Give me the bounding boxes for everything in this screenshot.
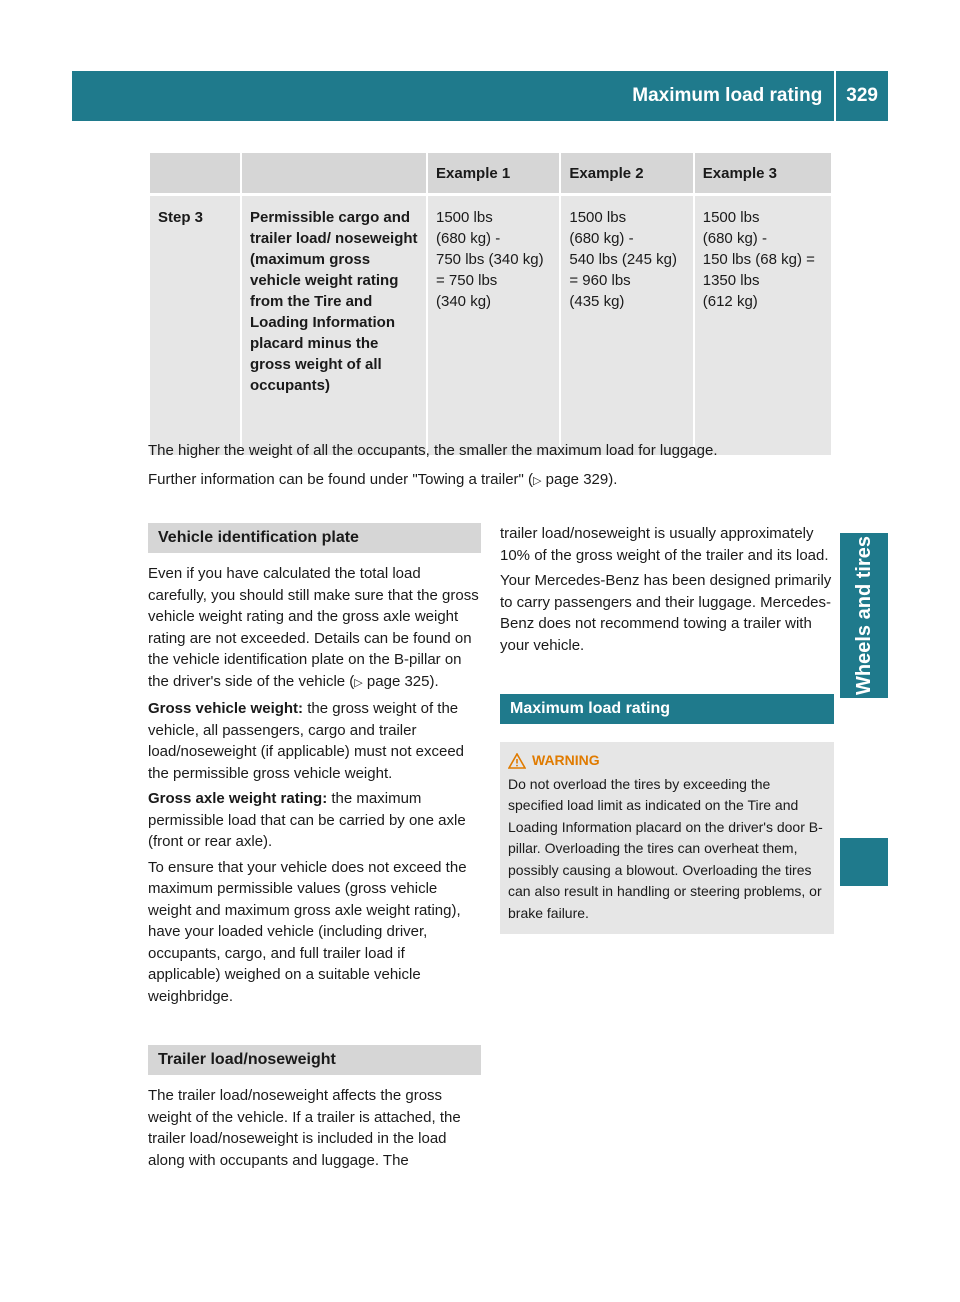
table-row (150, 196, 831, 455)
page-number: 329 (846, 85, 878, 106)
description-cell: Permissible cargo and trailer load/ noseweight (maximum gross vehicle weight rating from the Tire and Loading Information placard minus the gross weight of all occupants) (242, 196, 426, 455)
paragraph: To ensure that your vehicle does not exceed the maximum permissible values (gross vehicle weight and maximum gross axle weight rating), have your loaded vehicle (including driver, occupants, cargo, and full trailer load if applicable) weighed on a suitable vehicle weighbridge. (148, 858, 467, 1005)
value-line: (680 kg) - (702, 230, 767, 247)
warning-triangle-icon (508, 753, 526, 769)
value-line: (680 kg) - (436, 230, 501, 247)
value-line: 1500 lbs (702, 209, 760, 226)
value-line: 1500 lbs (569, 209, 627, 226)
value-line: (435 kg) (569, 293, 625, 310)
text: Further information can be found under "Towing a trailer" ( (148, 471, 534, 488)
table-header-row (150, 153, 831, 196)
table-header-cell (242, 153, 426, 196)
value-line: 1350 lbs (702, 272, 760, 289)
value-line: = 750 lbs (436, 272, 498, 289)
page-ref-link[interactable]: page 325). (362, 672, 439, 690)
example-1-cell (428, 196, 559, 455)
paragraph: Your Mercedes-Benz has been designed primarily to carry passengers and their luggage. Mercedes-Benz does not recommend towing a trailer with your vehicle. (500, 572, 832, 654)
step-cell: Step 3 (150, 196, 240, 455)
page-header (72, 71, 888, 121)
text: Even if you have calculated the total load carefully, you should still make sure that the gross vehicle weight rating and the gross axle weight rating are not exceeded. Details can be found on the vehicle identification plate on the B-pillar on the driver's side of the vehicle ( (148, 565, 479, 690)
warning-label: WARNING (532, 752, 600, 768)
warning-text: Do not overload the tires by exceeding the specified load limit as indicated on the Tire and Loading Information placard on the driver's door B-pillar. Overloading the tires can overheat them, possibly causing a blowout. Overloading the tires can also result in handling or steering problems, or brake failure. (508, 775, 823, 921)
paragraph (148, 698, 481, 784)
section-heading-trailer: Trailer load/noseweight (148, 1045, 481, 1075)
table-header-example-3: Example 3 (695, 153, 831, 196)
term-label: Gross vehicle weight: (148, 700, 304, 717)
chapter-tab (840, 533, 888, 698)
example-3-cell (695, 196, 831, 455)
warning-box (500, 742, 834, 934)
section-heading-vehicle-plate: Vehicle identification plate (148, 523, 481, 553)
section-heading-max-load: Maximum load rating (500, 694, 834, 724)
intro-paragraph (148, 469, 838, 492)
text: the gross weight of the vehicle, all passengers, cargo and trailer load/noseweight (if applicable) must not exceed the permissible gross vehicle weight. (148, 700, 465, 782)
text: the maximum permissible load that can be carried by one axle (front or rear axle). (148, 790, 466, 850)
value-line: 150 lbs (68 kg) = (702, 251, 815, 268)
chapter-tab-label: Wheels and tires (852, 536, 875, 695)
paragraph: The trailer load/noseweight affects the gross weight of the vehicle. If a trailer is attached, the trailer load/noseweight is included in the load along with occupants and luggage. The (148, 1087, 461, 1169)
load-example-table (148, 153, 833, 455)
table-header-example-1: Example 1 (428, 153, 559, 196)
chapter-marker (840, 838, 888, 886)
term-label: Gross axle weight rating: (148, 790, 328, 807)
intro-text (148, 440, 838, 500)
paragraph: trailer load/noseweight is usually approximately 10% of the gross weight of the trailer and its load. (500, 525, 829, 564)
page-ref-arrow-icon: ▷ (354, 676, 363, 689)
spacer (500, 660, 834, 694)
intro-paragraph: The higher the weight of all the occupants, the smaller the maximum load for luggage. (148, 442, 718, 459)
paragraph (148, 788, 481, 853)
value-line: 1500 lbs (436, 209, 493, 226)
value-line: (612 kg) (702, 293, 758, 310)
example-2-cell (561, 196, 692, 455)
table-header-example-2: Example 2 (561, 153, 692, 196)
left-column (148, 523, 481, 1175)
value-line: 540 lbs (245 kg) (569, 251, 677, 268)
value-line: = 960 lbs (569, 272, 631, 289)
value-line: 750 lbs (340 kg) (436, 251, 544, 268)
page-ref-link[interactable]: page 329). (541, 471, 618, 488)
value-line: (340 kg) (436, 293, 492, 310)
table-header-cell (150, 153, 240, 196)
page-title: Maximum load rating (632, 85, 823, 106)
warning-title (508, 750, 826, 772)
spacer (148, 1011, 481, 1045)
value-line: (680 kg) - (569, 230, 634, 247)
right-column (500, 523, 834, 934)
paragraph (148, 563, 481, 694)
page-ref-arrow-icon: ▷ (533, 475, 542, 487)
